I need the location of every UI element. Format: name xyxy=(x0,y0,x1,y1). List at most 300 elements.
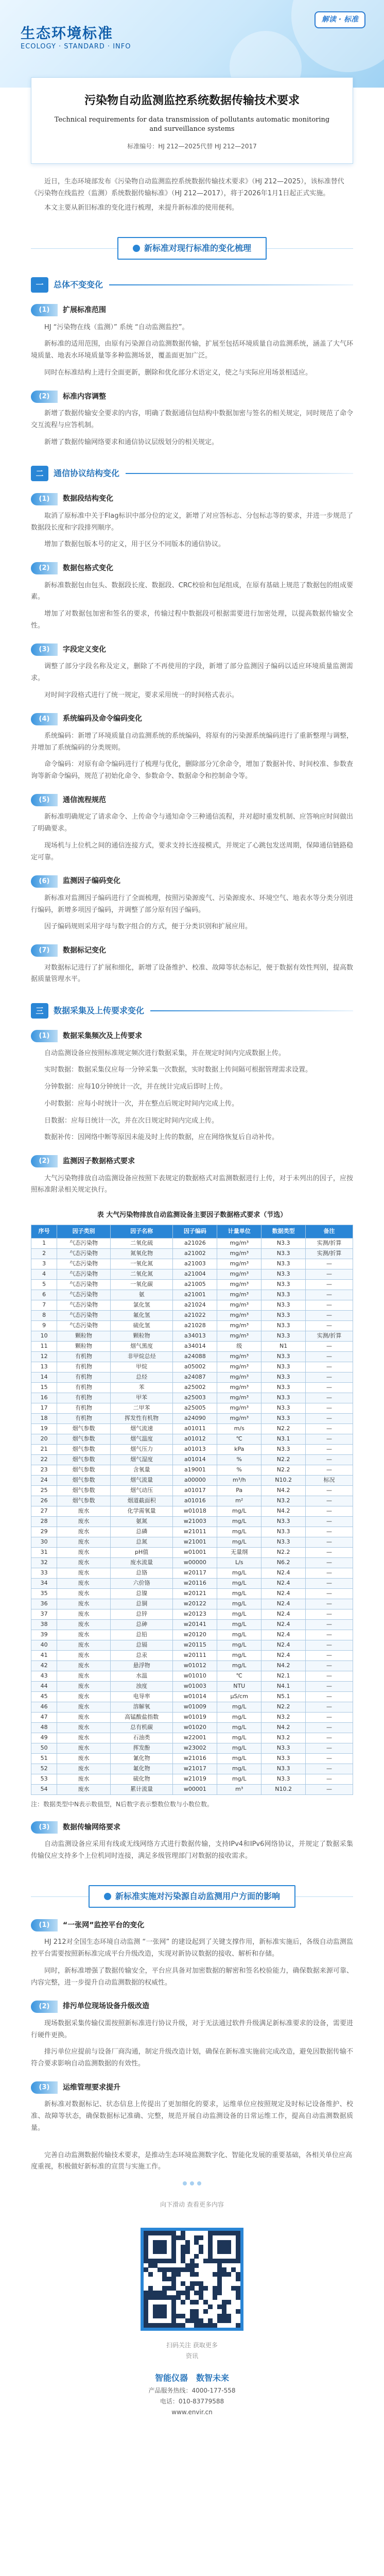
qr-module xyxy=(171,2254,176,2259)
qr-module xyxy=(222,2309,226,2314)
table-cell: N5.1 xyxy=(261,1691,306,1702)
table-cell: w20115 xyxy=(173,1640,217,1650)
subsection-title: 数据段结构变化 xyxy=(63,495,113,503)
table-cell: mg/m³ xyxy=(217,1269,261,1279)
qr-module xyxy=(208,2323,213,2328)
qr-module xyxy=(194,2323,199,2328)
table-cell: 26 xyxy=(31,1496,57,1506)
qr-module xyxy=(194,2281,199,2286)
qr-module xyxy=(199,2323,203,2328)
qr-module xyxy=(148,2263,153,2268)
qr-module xyxy=(181,2267,185,2272)
table-cell: mg/L xyxy=(217,1743,261,1753)
table-cell: N3.3 xyxy=(261,1269,306,1279)
table-row xyxy=(31,1722,353,1733)
table-cell: 34 xyxy=(31,1578,57,1588)
subsection-title: 运维管理要求提升 xyxy=(63,2083,120,2092)
table-cell: N2.4 xyxy=(261,1588,306,1599)
body-paragraph: 新增了数据传输网络要求和通信协议层级划分的相关规定。 xyxy=(44,438,219,446)
table-cell: mg/L xyxy=(217,1702,261,1712)
table-cell: 实测/折算 xyxy=(306,1238,353,1248)
table-cell: N2.2 xyxy=(261,1423,306,1434)
table-cell: 气态污染物 xyxy=(57,1269,111,1279)
table-cell: 52 xyxy=(31,1764,57,1774)
table-row xyxy=(31,1527,353,1537)
table-cell: 总汞 xyxy=(110,1650,173,1660)
table-row xyxy=(31,1423,353,1434)
qr-module xyxy=(171,2277,176,2281)
qr-module xyxy=(236,2286,240,2291)
body-paragraph: 自动监测设备应按照标准规定频次进行数据采集，并在规定时间内完成数据上传。 xyxy=(44,1049,286,1057)
qr-module xyxy=(144,2314,148,2318)
qr-module xyxy=(148,2286,153,2291)
table-row xyxy=(31,1557,353,1568)
table-row xyxy=(31,1485,353,1496)
table-cell: 47 xyxy=(31,1712,57,1722)
table-cell: a21026 xyxy=(173,1238,217,1248)
table-cell: 烟气参数 xyxy=(57,1485,111,1496)
qr-module xyxy=(236,2259,240,2263)
table-cell: a01017 xyxy=(173,1485,217,1496)
qr-module xyxy=(231,2286,236,2291)
table-header-cell: 因子类别 xyxy=(57,1225,111,1238)
qr-module xyxy=(153,2245,158,2249)
table-cell: mg/L xyxy=(217,1578,261,1588)
table-cell: — xyxy=(306,1619,353,1630)
table-note: 注：数据类型中N表示数值型，N后数字表示整数位数与小数位数。 xyxy=(31,1800,213,1808)
qr-module xyxy=(226,2240,231,2245)
qr-module xyxy=(171,2267,176,2272)
table-cell: N2.4 xyxy=(261,1599,306,1609)
table-cell: 10 xyxy=(31,1331,57,1341)
table-cell: 5 xyxy=(31,1279,57,1290)
table-cell: — xyxy=(306,1537,353,1547)
table-cell: mg/L xyxy=(217,1733,261,1743)
table-cell: 废水 xyxy=(57,1660,111,1671)
table-cell: 7 xyxy=(31,1300,57,1310)
qr-module xyxy=(144,2291,148,2295)
qr-module xyxy=(176,2272,181,2277)
table-cell: 废水 xyxy=(57,1681,111,1691)
table-cell: 总砷 xyxy=(110,1619,173,1630)
qr-module xyxy=(144,2231,148,2235)
table-cell: mg/m³ xyxy=(217,1372,261,1382)
qr-module xyxy=(162,2323,167,2328)
table-cell: a05002 xyxy=(173,1362,217,1372)
table-row xyxy=(31,1434,353,1444)
table-cell: 8 xyxy=(31,1310,57,1320)
table-cell: w20121 xyxy=(173,1588,217,1599)
qr-module xyxy=(153,2323,158,2328)
qr-module xyxy=(190,2272,195,2277)
table-cell: a34014 xyxy=(173,1341,217,1351)
table-header-cell: 因子名称 xyxy=(110,1225,173,1238)
table-cell: 氨 xyxy=(110,1290,173,1300)
body-paragraph: 小时数据：应每小时统计一次，并在整点后规定时间内完成上传。 xyxy=(44,1099,239,1108)
qr-module xyxy=(190,2263,195,2268)
table-cell: 总磷 xyxy=(110,1527,173,1537)
qr-module xyxy=(153,2240,158,2245)
qr-code-icon[interactable] xyxy=(141,2228,243,2331)
table-cell: 35 xyxy=(31,1588,57,1599)
table-cell: 4 xyxy=(31,1269,57,1279)
table-cell: mg/m³ xyxy=(217,1393,261,1403)
table-cell: — xyxy=(306,1444,353,1454)
table-cell: 25 xyxy=(31,1485,57,1496)
table-cell: 化学需氧量 xyxy=(110,1506,173,1516)
subsection-tag: (2) xyxy=(31,562,58,574)
table-cell: 33 xyxy=(31,1568,57,1578)
table-cell: 6 xyxy=(31,1290,57,1300)
qr-module xyxy=(158,2245,162,2249)
table-cell: 烟气参数 xyxy=(57,1475,111,1485)
table-cell: 气态污染物 xyxy=(57,1320,111,1331)
table-cell: a34013 xyxy=(173,1331,217,1341)
body-paragraph: 新标准对监测因子编码进行了全面梳理，按照污染源废气、污染源废水、环境空气、地表水等分类分别进行编码，新增多项因子编码，并调整了部分原有因子编码。 xyxy=(31,894,353,914)
subsection-title: 数据标记变化 xyxy=(63,946,106,955)
table-cell: 总铅 xyxy=(110,1630,173,1640)
qr-module xyxy=(222,2231,226,2235)
intro-paragraph: 本文主要从新旧标准的变化进行梳理，来提升新标准的使用便利。 xyxy=(44,204,239,212)
table-cell: 苯 xyxy=(110,1382,173,1393)
table-cell: — xyxy=(306,1568,353,1578)
table-cell: 39 xyxy=(31,1630,57,1640)
qr-module xyxy=(190,2300,195,2304)
qr-module xyxy=(153,2263,158,2268)
table-cell: 二甲苯 xyxy=(110,1403,173,1413)
table-cell: mg/L xyxy=(217,1650,261,1660)
table-cell: — xyxy=(306,1691,353,1702)
table-row xyxy=(31,1454,353,1465)
table-cell: w01018 xyxy=(173,1506,217,1516)
table-cell: m/s xyxy=(217,1423,261,1434)
qr-module xyxy=(203,2323,208,2328)
table-cell: N3.3 xyxy=(261,1362,306,1372)
table-caption: 表 大气污染物排放自动监测设备主要因子数据格式要求（节选） xyxy=(97,1211,287,1219)
table-row xyxy=(31,1310,353,1320)
qr-module xyxy=(236,2231,240,2235)
table-cell: 3 xyxy=(31,1259,57,1269)
qr-module xyxy=(190,2267,195,2272)
qr-module xyxy=(190,2318,195,2323)
qr-module xyxy=(176,2235,181,2240)
qr-module xyxy=(217,2272,222,2277)
bullet-icon xyxy=(133,245,140,252)
table-cell: a01013 xyxy=(173,1444,217,1454)
table-cell: ℃ xyxy=(217,1671,261,1681)
table-cell: 总锌 xyxy=(110,1609,173,1619)
qr-module xyxy=(199,2249,203,2254)
table-cell: 废水 xyxy=(57,1764,111,1774)
table-cell: mg/m³ xyxy=(217,1248,261,1259)
table-cell: N3.3 xyxy=(261,1764,306,1774)
qr-module xyxy=(167,2267,171,2272)
qr-module xyxy=(171,2272,176,2277)
standard-cover-card xyxy=(31,77,353,164)
qr-module xyxy=(171,2318,176,2323)
website-link[interactable]: www.envir.cn xyxy=(171,2408,213,2416)
table-cell: 50 xyxy=(31,1743,57,1753)
qr-module xyxy=(153,2231,158,2235)
table-cell: N2.2 xyxy=(261,1465,306,1475)
banner-badge: 解读 · 标准 xyxy=(315,11,365,28)
table-cell: 有机物 xyxy=(57,1351,111,1362)
section-title: 数据采集及上传要求变化 xyxy=(54,1006,145,1016)
table-cell: w01001 xyxy=(173,1547,217,1557)
subsection-tag: (2) xyxy=(31,391,58,403)
table-cell: 废水 xyxy=(57,1702,111,1712)
section-heading xyxy=(31,1003,353,1019)
qr-module xyxy=(181,2231,185,2235)
table-cell: NTU xyxy=(217,1681,261,1691)
table-body xyxy=(31,1238,353,1794)
table-cell: mg/m³ xyxy=(217,1413,261,1423)
subsection-title: 通信流程规范 xyxy=(63,795,106,804)
table-cell: 废水 xyxy=(57,1568,111,1578)
table-cell: a01011 xyxy=(173,1423,217,1434)
table-cell: 废水 xyxy=(57,1506,111,1516)
table-cell: N2.2 xyxy=(261,1702,306,1712)
table-cell: 废水 xyxy=(57,1599,111,1609)
qr-module xyxy=(208,2231,213,2235)
table-cell: w01010 xyxy=(173,1671,217,1681)
subsection-tag: (5) xyxy=(31,794,58,806)
table-cell: 42 xyxy=(31,1660,57,1671)
qr-module xyxy=(171,2235,176,2240)
table-row xyxy=(31,1238,353,1248)
qr-module xyxy=(181,2314,185,2318)
table-cell: mg/m³ xyxy=(217,1320,261,1331)
subsection-tag: (1) xyxy=(31,493,58,505)
table-row xyxy=(31,1320,353,1331)
table-cell: N3.3 xyxy=(261,1259,306,1269)
table-row xyxy=(31,1599,353,1609)
qr-module xyxy=(181,2323,185,2328)
table-cell: w01012 xyxy=(173,1660,217,1671)
table-cell: — xyxy=(306,1341,353,1351)
body-paragraph: 分钟数据：应每10分钟统计一次，并在统计完成后即时上传。 xyxy=(44,1083,227,1091)
table-cell: 烟气压力 xyxy=(110,1444,173,1454)
qr-module xyxy=(208,2240,213,2245)
table-cell: N6.2 xyxy=(261,1557,306,1568)
table-cell: N2.4 xyxy=(261,1609,306,1619)
qr-module xyxy=(158,2249,162,2254)
table-cell: N3.3 xyxy=(261,1413,306,1423)
table-cell: 烟气湿度 xyxy=(110,1454,173,1465)
table-row xyxy=(31,1691,353,1702)
table-cell: mg/L xyxy=(217,1537,261,1547)
qr-module xyxy=(185,2263,190,2268)
qr-module xyxy=(181,2235,185,2240)
chapter-title-box xyxy=(89,1885,295,1908)
service-hotline: 产品服务热线：4000-177-558 xyxy=(148,2386,236,2394)
table-cell: mg/L xyxy=(217,1527,261,1537)
banner-logo: 生态环境标准 xyxy=(21,25,114,42)
subsection-heading xyxy=(31,794,353,807)
table-cell: 30 xyxy=(31,1537,57,1547)
table-cell: a21002 xyxy=(173,1248,217,1259)
table-cell: — xyxy=(306,1578,353,1588)
table-cell: w20123 xyxy=(173,1609,217,1619)
table-cell: N3.1 xyxy=(261,1434,306,1444)
subsection-tag: (4) xyxy=(31,713,58,725)
table-row xyxy=(31,1578,353,1588)
table-row xyxy=(31,1331,353,1341)
table-cell: 废水 xyxy=(57,1722,111,1733)
table-cell: — xyxy=(306,1516,353,1527)
qr-module xyxy=(236,2240,240,2245)
table-cell: 挥发性有机物 xyxy=(110,1413,173,1423)
closing-paragraph: 完善自动监测数据传输技术要求，是推动生态环境监测数字化、智能化发展的重要基础，各相关单位应高度重视，积极做好新标准的宣贯与实施工作。 xyxy=(31,2151,353,2171)
qr-module xyxy=(171,2259,176,2263)
table-cell: 氰化物 xyxy=(110,1753,173,1764)
table-cell: a00000 xyxy=(173,1475,217,1485)
subsection-title: 数据传输网络要求 xyxy=(63,1823,120,1832)
table-cell: 19 xyxy=(31,1423,57,1434)
table-cell: 烟气流速 xyxy=(110,1423,173,1434)
subsection-title: 数据采集频次及上传要求 xyxy=(63,1032,142,1041)
qr-module xyxy=(199,2281,203,2286)
table-cell: mg/m³ xyxy=(217,1290,261,1300)
qr-module xyxy=(236,2309,240,2314)
qr-module xyxy=(162,2291,167,2295)
table-cell: 36 xyxy=(31,1599,57,1609)
table-cell: 硫化氢 xyxy=(110,1320,173,1331)
qr-module xyxy=(217,2231,222,2235)
body-paragraph: 新标准对数据标记、状态信息上传提出了更加细化的要求，运维单位应按照规定及时标记设备维护、校准、故障等状态，确保数据标记准确、完整，规范开展自动监测设备的日常运维工作，提高自动监测数据质量。 xyxy=(31,2100,353,2132)
qr-module xyxy=(185,2245,190,2249)
table-cell: 实测/折算 xyxy=(306,1331,353,1341)
table-cell: — xyxy=(306,1774,353,1784)
qr-module xyxy=(171,2245,176,2249)
table-cell: mg/L xyxy=(217,1640,261,1650)
table-cell: mg/m³ xyxy=(217,1279,261,1290)
table-cell: — xyxy=(306,1630,353,1640)
table-cell: L/s xyxy=(217,1557,261,1568)
table-header-cell: 备注 xyxy=(306,1225,353,1238)
table-row xyxy=(31,1290,353,1300)
table-cell: N2.4 xyxy=(261,1650,306,1660)
qr-module xyxy=(217,2318,222,2323)
section-number: 三 xyxy=(31,1003,48,1019)
table-cell: 废水 xyxy=(57,1743,111,1753)
table-cell: a21004 xyxy=(173,1269,217,1279)
table-cell: 挥发酚 xyxy=(110,1743,173,1753)
table-cell: mg/m³ xyxy=(217,1403,261,1413)
body-paragraph: 排污单位应提前与设备厂商沟通，制定升级改造计划，确保在新标准实施前完成改造，避免因数据传输不符合要求影响自动监测数据的有效性。 xyxy=(31,2048,353,2068)
table-cell: a21003 xyxy=(173,1259,217,1269)
qr-module xyxy=(148,2259,153,2263)
table-cell: 气态污染物 xyxy=(57,1310,111,1320)
qr-module xyxy=(217,2249,222,2254)
qr-module xyxy=(171,2286,176,2291)
table-cell: a21022 xyxy=(173,1310,217,1320)
table-cell: 浊度 xyxy=(110,1681,173,1691)
data-format-table xyxy=(31,1225,353,1795)
body-paragraph: 新标准明确规定了请求命令、上传命令与通知命令三种通信流程，并对超时重发机制、应答响应时间做出了明确要求。 xyxy=(31,813,353,833)
qr-module xyxy=(153,2314,158,2318)
table-row xyxy=(31,1640,353,1650)
qr-module xyxy=(148,2272,153,2277)
qr-module xyxy=(181,2254,185,2259)
table-cell: 废水 xyxy=(57,1588,111,1599)
table-cell: mg/L xyxy=(217,1764,261,1774)
qr-module xyxy=(171,2231,176,2235)
qr-module xyxy=(185,2291,190,2295)
subsection-tag: (3) xyxy=(31,2081,58,2094)
table-cell: 电导率 xyxy=(110,1691,173,1702)
qr-module xyxy=(144,2309,148,2314)
table-cell: 废水 xyxy=(57,1537,111,1547)
table-cell: N3.3 xyxy=(261,1774,306,1784)
subsection-tag: (1) xyxy=(31,1030,58,1042)
table-cell: 31 xyxy=(31,1547,57,1557)
table-cell: mg/L xyxy=(217,1599,261,1609)
qr-module xyxy=(162,2295,167,2300)
section-rule xyxy=(126,473,353,474)
table-cell: N2.4 xyxy=(261,1619,306,1630)
table-cell: 烟气参数 xyxy=(57,1465,111,1475)
banner-decoration xyxy=(291,0,384,72)
qr-module xyxy=(144,2259,148,2263)
qr-module xyxy=(222,2240,226,2245)
subsection-heading xyxy=(31,944,353,957)
table-row xyxy=(31,1660,353,1671)
qr-module xyxy=(203,2300,208,2304)
table-cell: — xyxy=(306,1310,353,1320)
subsection-tag: (7) xyxy=(31,944,58,957)
table-cell: 废水 xyxy=(57,1650,111,1660)
table-cell: — xyxy=(306,1403,353,1413)
qr-module xyxy=(226,2318,231,2323)
table-row xyxy=(31,1413,353,1423)
qr-module xyxy=(231,2267,236,2272)
brand-slogan: 智能仪器 数智未来 xyxy=(154,2372,229,2383)
table-cell: 溶解氧 xyxy=(110,1702,173,1712)
table-cell: 气态污染物 xyxy=(57,1238,111,1248)
section-title: 通信协议结构变化 xyxy=(54,468,120,479)
qr-module xyxy=(222,2318,226,2323)
qr-module xyxy=(181,2300,185,2304)
table-cell: N3.2 xyxy=(261,1712,306,1722)
qr-module xyxy=(162,2249,167,2254)
table-cell: pH值 xyxy=(110,1547,173,1557)
table-cell: N4.2 xyxy=(261,1506,306,1516)
table-cell: a01014 xyxy=(173,1454,217,1465)
qr-module xyxy=(190,2281,195,2286)
subsection-heading xyxy=(31,875,353,888)
table-header-row xyxy=(31,1225,353,1238)
qr-module xyxy=(208,2249,213,2254)
chapter-header xyxy=(0,1885,384,1908)
table-cell: — xyxy=(306,1712,353,1722)
subsection-tag: (3) xyxy=(31,1821,58,1834)
subsection-title: 系统编码及命令编码变化 xyxy=(63,715,142,723)
qr-module xyxy=(162,2304,167,2309)
table-cell: w21017 xyxy=(173,1764,217,1774)
table-cell: mg/m³ xyxy=(217,1300,261,1310)
table-cell: N3.3 xyxy=(261,1537,306,1547)
table-cell: N3.3 xyxy=(261,1444,306,1454)
body-paragraph: 取消了原标准中关于Flag标识中部分位的定义，新增了对应答标志、分包标志等的要求，并进一步规范了数据段长度和字段排列顺序。 xyxy=(31,512,353,532)
table-row xyxy=(31,1372,353,1382)
qr-module xyxy=(213,2323,217,2328)
contact-block xyxy=(0,2371,384,2418)
qr-module xyxy=(194,2235,199,2240)
subsection-heading xyxy=(31,1030,353,1043)
table-cell: 废水 xyxy=(57,1557,111,1568)
table-cell: 1 xyxy=(31,1238,57,1248)
